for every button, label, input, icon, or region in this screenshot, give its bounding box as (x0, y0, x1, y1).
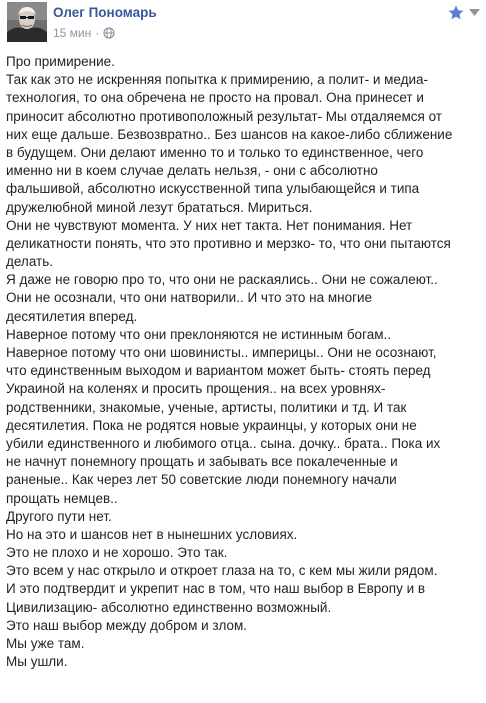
post-text-line: в будущем. Они делают именно то и только то единственное, чего (6, 144, 424, 160)
post-text-line: не начнут понемногу прощать и забывать все покалеченные и (6, 454, 398, 470)
post-text-line: Мы уже там. (6, 636, 85, 651)
post-text-line: десятилетия вперед. (6, 308, 138, 324)
author-name[interactable]: Олег Пономарь (53, 5, 157, 20)
post-text-line: Так как это не искренняя попытка к примирению, а полит- и медиа- (6, 72, 429, 88)
post-text-line: что единственным выходом и вариантом может быть- стоять перед (6, 363, 431, 379)
post-text-line: Это наш выбор между добром и злом. (6, 617, 248, 633)
post-text-line: технология, то она обречена не просто на провал. Она принесет и (6, 90, 424, 106)
post-text-line: приносит абсолютно противоположный результат- Мы отдаляемся от (6, 108, 442, 124)
post-text-line: них еще дальше. Безвозвратно.. Без шансов на какое-либо сближение (6, 126, 453, 142)
post-timestamp[interactable]: 15 мин (53, 26, 92, 40)
post-text-line: Но на это и шансов нет в нынешних условиях. (6, 526, 298, 542)
chevron-down-icon[interactable] (469, 9, 480, 16)
post-text-line: Другого пути нет. (6, 508, 112, 524)
post-text-line: фальшивой, абсолютно искусственной типа улыбающейся и типа (6, 181, 420, 197)
post-text-line: дружелюбной миной лезут брататься. Мириться. (6, 199, 313, 215)
post-text-line: Это не плохо и не хорошо. Это так. (6, 545, 228, 561)
post-text-line: делать. (6, 254, 53, 270)
post-text-line: Украиной на коленях и просить прощения.. на всех уровнях- (6, 381, 386, 397)
post-text-line: Наверное потому что они преклоняются не истинным богам.. (6, 326, 391, 342)
post-text-line: убили единственного и любимого отца.. сына. дочку.. брата.. Пока их (6, 435, 441, 451)
post-text (6, 53, 480, 671)
avatar[interactable] (7, 2, 47, 42)
post-text-line: прощать немцев.. (6, 490, 118, 506)
post-text-line: раненые.. Как через лет 50 советские люди понемногу начали (6, 472, 397, 488)
post-header (0, 0, 486, 50)
post-text-line: Наверное потому что они шовинисты.. империцы.. Они не осознают, (6, 345, 437, 360)
post-text-line: Они не чувствуют момента. У них нет такта. Нет понимания. Нет (6, 217, 413, 233)
post-text-line: именно ни в коем случае делать нельзя, - они с абсолютно (6, 163, 378, 179)
post-meta (53, 25, 115, 41)
post-text-line: Про примирение. (6, 54, 115, 69)
globe-icon[interactable] (103, 27, 115, 39)
post-text-line: Мы ушли. (6, 654, 68, 670)
post-text-line: Цивилизацию- абсолютно единственно возможный. (6, 599, 332, 615)
post-text-line: Это всем у нас открыло и откроет глаза на то, с кем мы жили рядом. (6, 563, 438, 579)
star-icon[interactable] (448, 5, 464, 20)
post-text-line: деликатности понять, что это противно и мерзко- то, что они пытаются (6, 235, 451, 251)
avatar-photo (7, 2, 47, 42)
post-text-line: Они не осознали, что они натворили.. И что это на многие (6, 290, 373, 306)
post-text-line: И это подтвердит и укрепит нас в том, что наш выбор в Европу и в (6, 581, 426, 597)
meta-separator: · (95, 26, 100, 40)
post-text-line: десятилетия. Пока не родятся новые украинцы, у которых они не (6, 417, 417, 433)
post-text-line: родственники, знакомые, ученые, артисты, политики и тд. И так (6, 399, 407, 415)
post-text-line: Я даже не говорю про то, что они не раскаялись.. Они не сожалеют.. (6, 272, 438, 288)
